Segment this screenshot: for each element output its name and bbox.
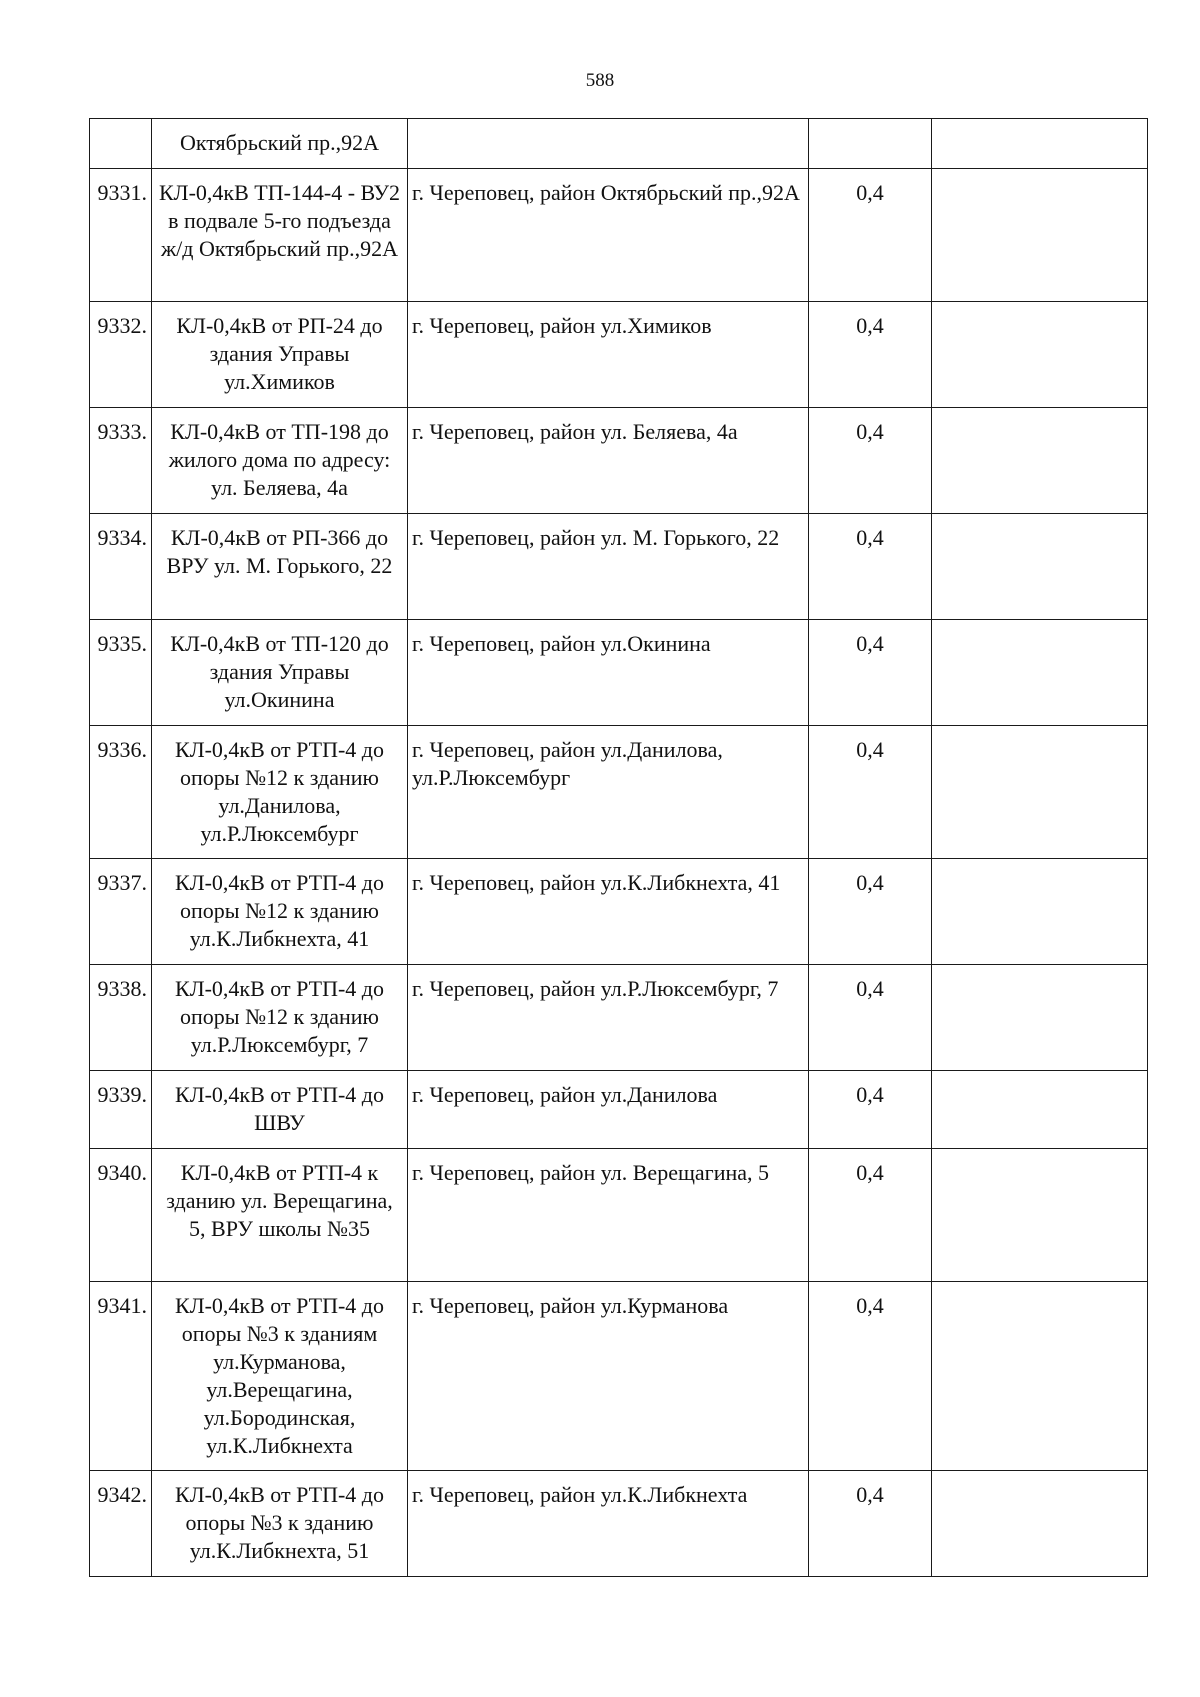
voltage-cell: 0,4 (809, 620, 932, 726)
line-name-cell: КЛ-0,4кВ от РТП-4 до опоры №12 к зданию ул.К.Либкнехта, 41 (152, 859, 408, 965)
voltage-cell: 0,4 (809, 859, 932, 965)
empty-cell (932, 408, 1148, 514)
address-cell: г. Череповец, район ул.К.Либкнехта (408, 1471, 809, 1577)
address-cell: г. Череповец, район ул.Данилова (408, 1071, 809, 1149)
row-number-cell: 9332. (90, 302, 152, 408)
voltage-cell: 0,4 (809, 1071, 932, 1149)
voltage-cell: 0,4 (809, 726, 932, 859)
row-number-cell (90, 119, 152, 169)
row-number-cell: 9335. (90, 620, 152, 726)
voltage-cell: 0,4 (809, 1471, 932, 1577)
line-name-cell: КЛ-0,4кВ ТП-144-4 - ВУ2 в подвале 5-го подъезда ж/д Октябрьский пр.,92А (152, 169, 408, 302)
row-number-cell: 9339. (90, 1071, 152, 1149)
address-cell: г. Череповец, район ул.Окинина (408, 620, 809, 726)
table-row (90, 1471, 1148, 1577)
empty-cell (932, 169, 1148, 302)
empty-cell (932, 119, 1148, 169)
empty-cell (932, 1282, 1148, 1471)
voltage-cell: 0,4 (809, 169, 932, 302)
row-number-cell: 9337. (90, 859, 152, 965)
line-name-cell: КЛ-0,4кВ от РТП-4 до опоры №3 к зданиям ул.Курманова, ул.Верещагина, ул.Бородинская, ул.К.Либкнехта (152, 1282, 408, 1471)
table-row (90, 1282, 1148, 1471)
table-row (90, 859, 1148, 965)
address-cell: г. Череповец, район ул.Данилова, ул.Р.Люксембург (408, 726, 809, 859)
empty-cell (932, 514, 1148, 620)
line-name-cell: КЛ-0,4кВ от РТП-4 к зданию ул. Верещагина, 5, ВРУ школы №35 (152, 1149, 408, 1282)
empty-cell (932, 1071, 1148, 1149)
voltage-cell (809, 119, 932, 169)
table-row (90, 514, 1148, 620)
address-cell: г. Череповец, район Октябрьский пр.,92А (408, 169, 809, 302)
line-name-cell: КЛ-0,4кВ от РТП-4 до опоры №3 к зданию ул.К.Либкнехта, 51 (152, 1471, 408, 1577)
row-number-cell: 9341. (90, 1282, 152, 1471)
line-name-cell: КЛ-0,4кВ от РТП-4 до опоры №12 к зданию ул.Данилова, ул.Р.Люксембург (152, 726, 408, 859)
table-row (90, 302, 1148, 408)
address-cell: г. Череповец, район ул. М. Горького, 22 (408, 514, 809, 620)
row-number-cell: 9333. (90, 408, 152, 514)
table-row (90, 620, 1148, 726)
address-cell: г. Череповец, район ул. Беляева, 4а (408, 408, 809, 514)
row-number-cell: 9342. (90, 1471, 152, 1577)
line-name-cell: КЛ-0,4кВ от РП-24 до здания Управы ул.Химиков (152, 302, 408, 408)
table-row (90, 1149, 1148, 1282)
row-number-cell: 9340. (90, 1149, 152, 1282)
voltage-cell: 0,4 (809, 514, 932, 620)
table-row (90, 408, 1148, 514)
voltage-cell: 0,4 (809, 408, 932, 514)
address-cell: г. Череповец, район ул. Верещагина, 5 (408, 1149, 809, 1282)
table-row (90, 119, 1148, 169)
table-row (90, 1071, 1148, 1149)
empty-cell (932, 620, 1148, 726)
line-name-cell: Октябрьский пр.,92А (152, 119, 408, 169)
table-row (90, 169, 1148, 302)
address-cell: г. Череповец, район ул.К.Либкнехта, 41 (408, 859, 809, 965)
empty-cell (932, 1471, 1148, 1577)
page-number: 588 (585, 70, 615, 91)
row-number-cell: 9334. (90, 514, 152, 620)
row-number-cell: 9331. (90, 169, 152, 302)
empty-cell (932, 302, 1148, 408)
empty-cell (932, 859, 1148, 965)
voltage-cell: 0,4 (809, 1282, 932, 1471)
address-cell (408, 119, 809, 169)
address-cell: г. Череповец, район ул.Химиков (408, 302, 809, 408)
row-number-cell: 9338. (90, 965, 152, 1071)
row-number-cell: 9336. (90, 726, 152, 859)
voltage-cell: 0,4 (809, 302, 932, 408)
table-row (90, 965, 1148, 1071)
line-name-cell: КЛ-0,4кВ от ТП-198 до жилого дома по адресу: ул. Беляева, 4а (152, 408, 408, 514)
address-cell: г. Череповец, район ул.Р.Люксембург, 7 (408, 965, 809, 1071)
empty-cell (932, 1149, 1148, 1282)
cable-line-registry-table (89, 118, 1148, 1577)
voltage-cell: 0,4 (809, 965, 932, 1071)
line-name-cell: КЛ-0,4кВ от РТП-4 до опоры №12 к зданию ул.Р.Люксембург, 7 (152, 965, 408, 1071)
line-name-cell: КЛ-0,4кВ от РП-366 до ВРУ ул. М. Горького, 22 (152, 514, 408, 620)
line-name-cell: КЛ-0,4кВ от ТП-120 до здания Управы ул.Окинина (152, 620, 408, 726)
table-row (90, 726, 1148, 859)
empty-cell (932, 965, 1148, 1071)
address-cell: г. Череповец, район ул.Курманова (408, 1282, 809, 1471)
line-name-cell: КЛ-0,4кВ от РТП-4 до ШВУ (152, 1071, 408, 1149)
empty-cell (932, 726, 1148, 859)
voltage-cell: 0,4 (809, 1149, 932, 1282)
